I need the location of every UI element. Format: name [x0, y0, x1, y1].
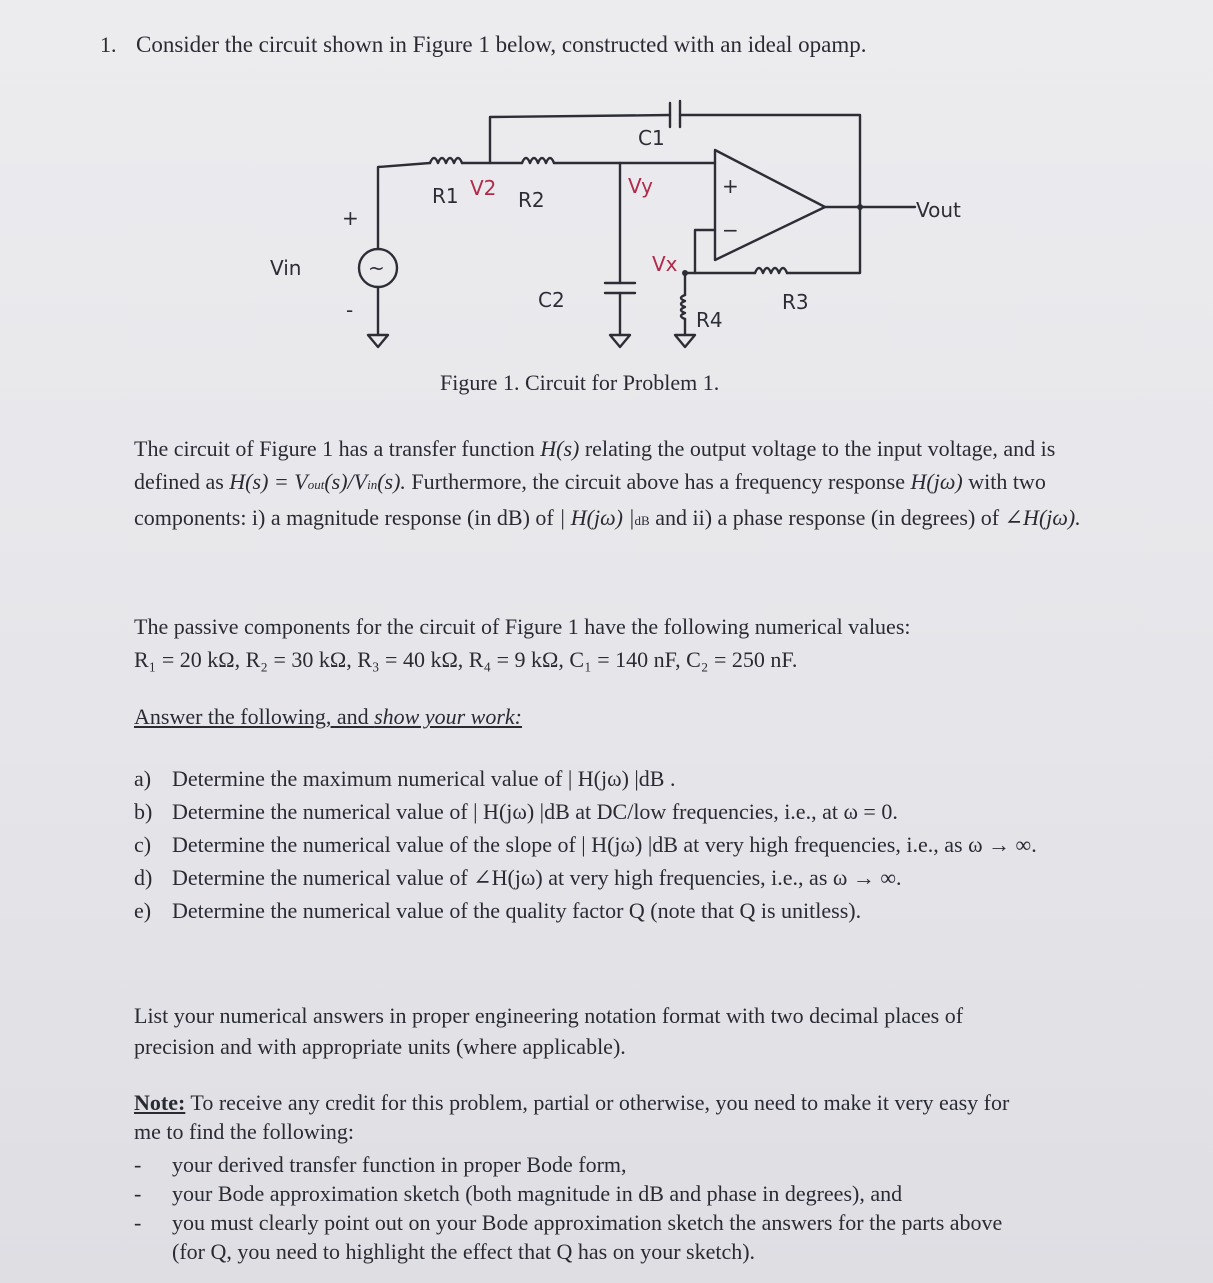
resistor-r4 — [681, 295, 685, 319]
label-r4: R4 — [696, 308, 723, 332]
answer-heading — [134, 700, 1084, 733]
p1-mag: | H(jω) | — [559, 505, 635, 530]
label-src-minus: - — [346, 298, 354, 322]
paragraph-transfer-function — [134, 432, 1084, 537]
p1-text-a: The circuit of Figure 1 has a transfer function — [134, 436, 541, 461]
label-c1: C1 — [638, 126, 665, 150]
note-bullet: - you must clearly point out on your Bode approximation sketch the answers for the parts above (for Q, you need to highlight the effect that Q has on your sketch). — [134, 1208, 1032, 1266]
label-r3: R3 — [782, 290, 809, 314]
note-text: To receive any credit for this problem, partial or otherwise, you need to make it very easy for me to find the following: — [134, 1090, 1010, 1144]
p1-text-b: relating the output voltage to the input voltage, and is defined as — [134, 436, 1056, 494]
problem-intro: Consider the circuit shown in Figure 1 below, constructed with an ideal opamp. — [136, 32, 867, 57]
part-label: e) — [134, 898, 152, 923]
part-label: d) — [134, 865, 153, 890]
parts-list — [134, 762, 1052, 927]
label-op-minus: − — [722, 218, 739, 242]
part-item — [134, 795, 1052, 828]
p2-line2: R₁ = 20 kΩ, R₂ = 30 kΩ, R₃ = 40 kΩ, R₄ = 9 kΩ, C₁ = 140 nF, C₂ = 250 nF. — [134, 647, 798, 672]
p1-text-e: and ii) a phase response (in degrees) of — [649, 505, 1005, 530]
part-item — [134, 828, 1052, 861]
note-bullet-text: your derived transfer function in proper Bode form, — [172, 1152, 627, 1177]
part-text: Determine the numerical value of the slope of | H(jω) |dB at very high frequencies, i.e., as ω → ∞. — [172, 832, 1037, 857]
opamp-triangle — [715, 150, 825, 260]
label-vy: Vy — [628, 174, 653, 198]
part-label: a) — [134, 766, 152, 791]
paragraph-component-values — [134, 610, 1084, 676]
p1-end: (s). — [377, 469, 406, 494]
note-label: Note: — [134, 1090, 186, 1115]
label-vout: Vout — [916, 198, 961, 222]
part-item — [134, 762, 1052, 795]
part-item — [134, 861, 1052, 894]
p1-def: H(s) = V — [229, 469, 308, 494]
note-bullet: - your derived transfer function in proper Bode form, — [134, 1152, 627, 1177]
list-answers-note: List your numerical answers in proper engineering notation format with two decimal places of precision and with appropriate units (where applicable). — [134, 1003, 964, 1059]
problem-number: 1. — [100, 32, 117, 57]
resistor-r3 — [755, 268, 787, 273]
label-vx: Vx — [652, 252, 678, 276]
answer-heading-a: Answer the following, and — [134, 704, 375, 729]
p1-text-c: Furthermore, the circuit above has a frequency response — [405, 469, 911, 494]
label-c2: C2 — [538, 288, 565, 312]
p1-out-sub: out — [307, 477, 325, 492]
label-src-plus: + — [342, 206, 359, 230]
part-text: Determine the numerical value of | H(jω) |dB at DC/low frequencies, i.e., at ω = 0. — [172, 799, 898, 824]
resistor-r1 — [430, 158, 462, 163]
part-label: c) — [134, 832, 152, 857]
p1-hjw: H(jω) — [910, 469, 963, 494]
capacitor-c1 — [670, 101, 680, 127]
p1-db-sub: dB — [634, 513, 650, 528]
p1-in-sub: in — [367, 477, 378, 492]
label-r1: R1 — [432, 184, 459, 208]
circuit-figure — [260, 95, 1000, 365]
note-bullet-text: you must clearly point out on your Bode approximation sketch the answers for the parts above (for Q, you need to highlight the effect that Q has on your sketch). — [172, 1210, 1003, 1264]
label-v2: V2 — [470, 176, 497, 200]
part-text: Determine the numerical value of ∠H(jω) at very high frequencies, i.e., as ω → ∞. — [172, 865, 902, 890]
part-text: Determine the numerical value of the quality factor Q (note that Q is unitless). — [172, 898, 862, 923]
label-op-plus: + — [722, 174, 739, 198]
capacitor-c2 — [605, 283, 635, 293]
part-item — [134, 894, 1052, 927]
part-label: b) — [134, 799, 153, 824]
resistor-r2 — [522, 158, 554, 163]
p1-phase: ∠H(jω). — [1004, 505, 1081, 530]
p1-hs: H(s) — [540, 436, 580, 461]
note-bullet-text: your Bode approximation sketch (both magnitude in dB and phase in degrees), and — [172, 1181, 903, 1206]
note-bullets — [134, 1150, 1032, 1266]
label-src-symbol: ~ — [368, 256, 385, 280]
label-r2: R2 — [518, 188, 545, 212]
label-vin: Vin — [270, 256, 302, 280]
note-paragraph — [134, 1088, 1034, 1146]
note-bullet: - your Bode approximation sketch (both magnitude in dB and phase in degrees), and — [134, 1181, 903, 1206]
figure-caption: Figure 1. Circuit for Problem 1. — [440, 370, 720, 395]
answer-heading-b: show your work: — [374, 704, 523, 729]
p2-line1: The passive components for the circuit of Figure 1 have the following numerical values: — [134, 614, 911, 639]
p1-mid: (s)/V — [324, 469, 368, 494]
part-text: Determine the maximum numerical value of | H(jω) |dB . — [172, 766, 676, 791]
p1-text-d: with two components: i) a magnitude response (in dB) of — [134, 469, 1046, 530]
